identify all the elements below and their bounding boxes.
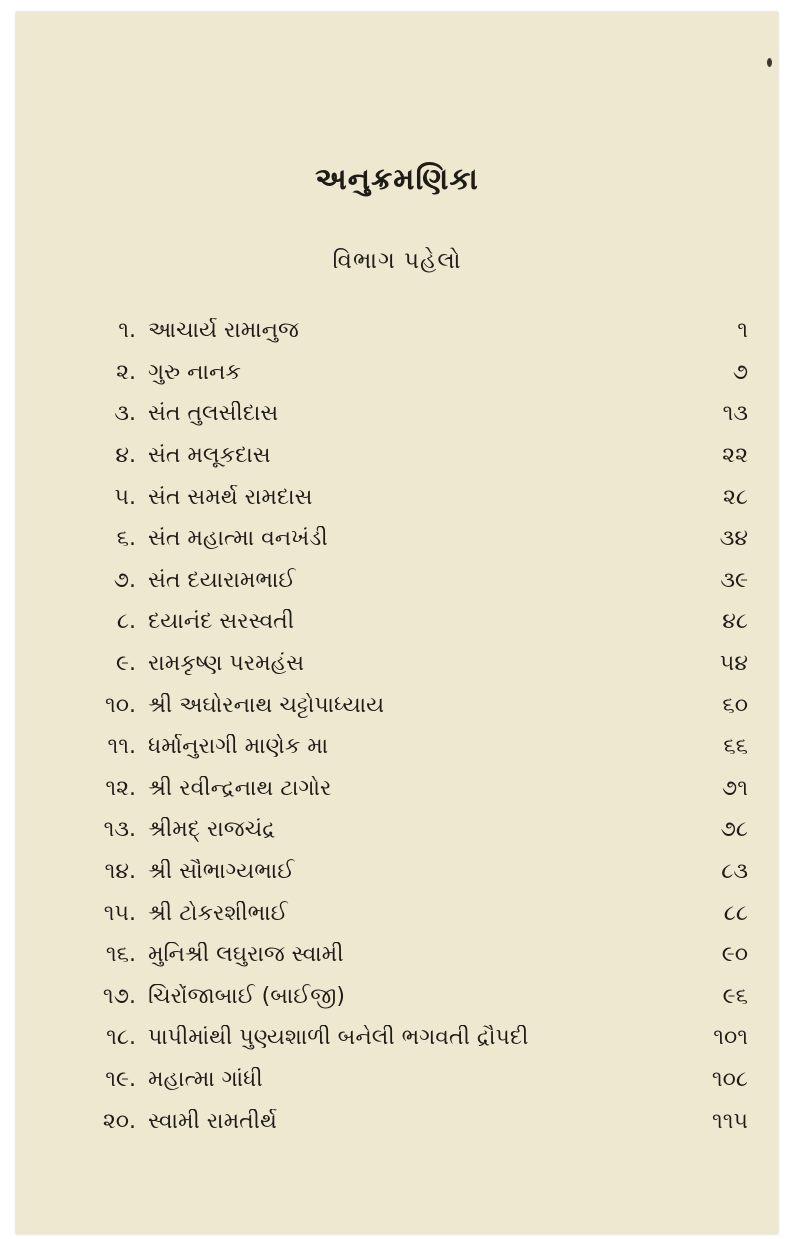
toc-entry bbox=[66, 892, 748, 934]
entry-page-number: ૭ bbox=[732, 359, 748, 385]
entry-title: રામકૃષ્ણ પરમહંસ bbox=[148, 651, 305, 677]
entry-title: શ્રીમદ્ રાજચંદ્ર bbox=[148, 817, 276, 843]
entry-title: સ્વામી રામતીર્થ bbox=[148, 1108, 277, 1134]
entry-page-number: ૨૨ bbox=[722, 443, 748, 469]
toc-entry bbox=[66, 768, 748, 810]
entry-number: ૪. bbox=[115, 443, 136, 469]
entry-number: ૧૯. bbox=[105, 1066, 136, 1092]
toc-entry bbox=[66, 1017, 748, 1059]
entry-title: સંત મલૂકદાસ bbox=[148, 443, 271, 469]
section-heading: વિભાગ પહેલો bbox=[332, 248, 462, 274]
entry-title: શ્રી રવીન્દ્રનાથ ટાગોર bbox=[148, 775, 332, 801]
toc-entry bbox=[66, 435, 748, 477]
entry-page-number: ૫૪ bbox=[719, 651, 748, 677]
entry-title: સંત મહાત્મા વનખંડી bbox=[148, 526, 328, 552]
entry-page-number: ૮૩ bbox=[721, 859, 748, 885]
entry-title: ગુરુ નાનક bbox=[148, 359, 241, 385]
toc-entry bbox=[66, 851, 748, 893]
entry-page-number: ૧૩ bbox=[722, 401, 748, 427]
entry-page-number: ૩૪ bbox=[719, 526, 748, 552]
entry-number: ૮. bbox=[116, 609, 136, 635]
entry-page-number: ૧ bbox=[737, 318, 748, 344]
entry-page-number: ૧૦૮ bbox=[711, 1066, 748, 1092]
entry-title: શ્રી સૌભાગ્યભાઈ bbox=[148, 859, 295, 885]
entry-title: ચિરોંજાબાઈ (બાઈજી) bbox=[148, 983, 345, 1009]
entry-number: ૧૪. bbox=[104, 859, 136, 885]
entry-number: ૧૫. bbox=[103, 900, 136, 926]
entry-page-number: ૯૦ bbox=[721, 942, 748, 968]
entry-number: ૧૩. bbox=[103, 817, 136, 843]
toc-entry bbox=[66, 393, 748, 435]
entry-page-number: ૬૬ bbox=[723, 734, 748, 760]
entry-number: ૨. bbox=[116, 359, 136, 385]
entry-number: ૧૭. bbox=[102, 983, 136, 1009]
entry-number: ૧૨. bbox=[105, 775, 136, 801]
entry-number: ૭. bbox=[113, 567, 136, 593]
entry-number: ૧. bbox=[118, 318, 136, 344]
toc-entry bbox=[66, 476, 748, 518]
toc-entry bbox=[66, 1059, 748, 1101]
entry-number: ૨૦. bbox=[102, 1108, 136, 1134]
entry-page-number: ૭૮ bbox=[720, 817, 748, 843]
entry-page-number: ૧૧૫ bbox=[711, 1108, 748, 1134]
entry-title: શ્રી અઘોરનાથ ચટ્ટોપાધ્યાય bbox=[148, 692, 385, 718]
entry-page-number: ૬૦ bbox=[722, 692, 748, 718]
entry-title: આચાર્ય રામાનુજ bbox=[148, 318, 299, 344]
toc-entry bbox=[66, 726, 748, 768]
entry-title: સંત સમર્થ રામદાસ bbox=[148, 484, 313, 510]
entry-number: ૯. bbox=[115, 651, 136, 677]
entry-page-number: ૯૬ bbox=[722, 983, 748, 1009]
ink-speck bbox=[767, 58, 772, 67]
entry-title: સંત દયારામભાઈ bbox=[148, 567, 296, 593]
toc-entry bbox=[66, 643, 748, 685]
toc-entry bbox=[66, 310, 748, 352]
entry-title: દયાનંદ સરસ્વતી bbox=[148, 609, 295, 635]
entry-title: મુનિશ્રી લઘુરાજ સ્વામી bbox=[148, 942, 344, 968]
toc-entry bbox=[66, 352, 748, 394]
toc-entry bbox=[66, 809, 748, 851]
entry-title: શ્રી ટોકરશીભાઈ bbox=[148, 900, 288, 926]
toc-entry bbox=[66, 976, 748, 1018]
toc-entry bbox=[66, 1100, 748, 1142]
entry-page-number: ૮૮ bbox=[723, 900, 748, 926]
entry-title: પાપીમાંથી પુણ્યશાળી બનેલી ભગવતી દ્રૌપદી bbox=[148, 1025, 529, 1051]
table-of-contents bbox=[66, 310, 748, 1142]
entry-page-number: ૭૧ bbox=[721, 775, 748, 801]
entry-title: મહાત્મા ગાંધી bbox=[148, 1066, 263, 1092]
toc-entry bbox=[66, 601, 748, 643]
book-page bbox=[16, 12, 778, 1234]
page-title: અનુક્રમણિકા bbox=[315, 162, 479, 197]
entry-number: ૩. bbox=[114, 401, 136, 427]
entry-page-number: ૨૮ bbox=[722, 484, 748, 510]
entry-number: ૬. bbox=[116, 526, 136, 552]
entry-number: ૧૬. bbox=[105, 942, 136, 968]
toc-entry bbox=[66, 684, 748, 726]
entry-title: સંત તુલસીદાસ bbox=[148, 401, 279, 427]
toc-entry bbox=[66, 560, 748, 602]
entry-number: ૧૮. bbox=[106, 1025, 136, 1051]
entry-title: ધર્માનુરાગી માણેક મા bbox=[148, 734, 329, 760]
entry-page-number: ૩૯ bbox=[720, 567, 748, 593]
entry-page-number: ૪૮ bbox=[722, 609, 748, 635]
entry-number: ૫. bbox=[114, 484, 136, 510]
entry-page-number: ૧૦૧ bbox=[713, 1025, 748, 1051]
toc-entry bbox=[66, 934, 748, 976]
entry-number: ૧૦. bbox=[104, 692, 136, 718]
entry-number: ૧૧. bbox=[107, 734, 136, 760]
toc-entry bbox=[66, 518, 748, 560]
